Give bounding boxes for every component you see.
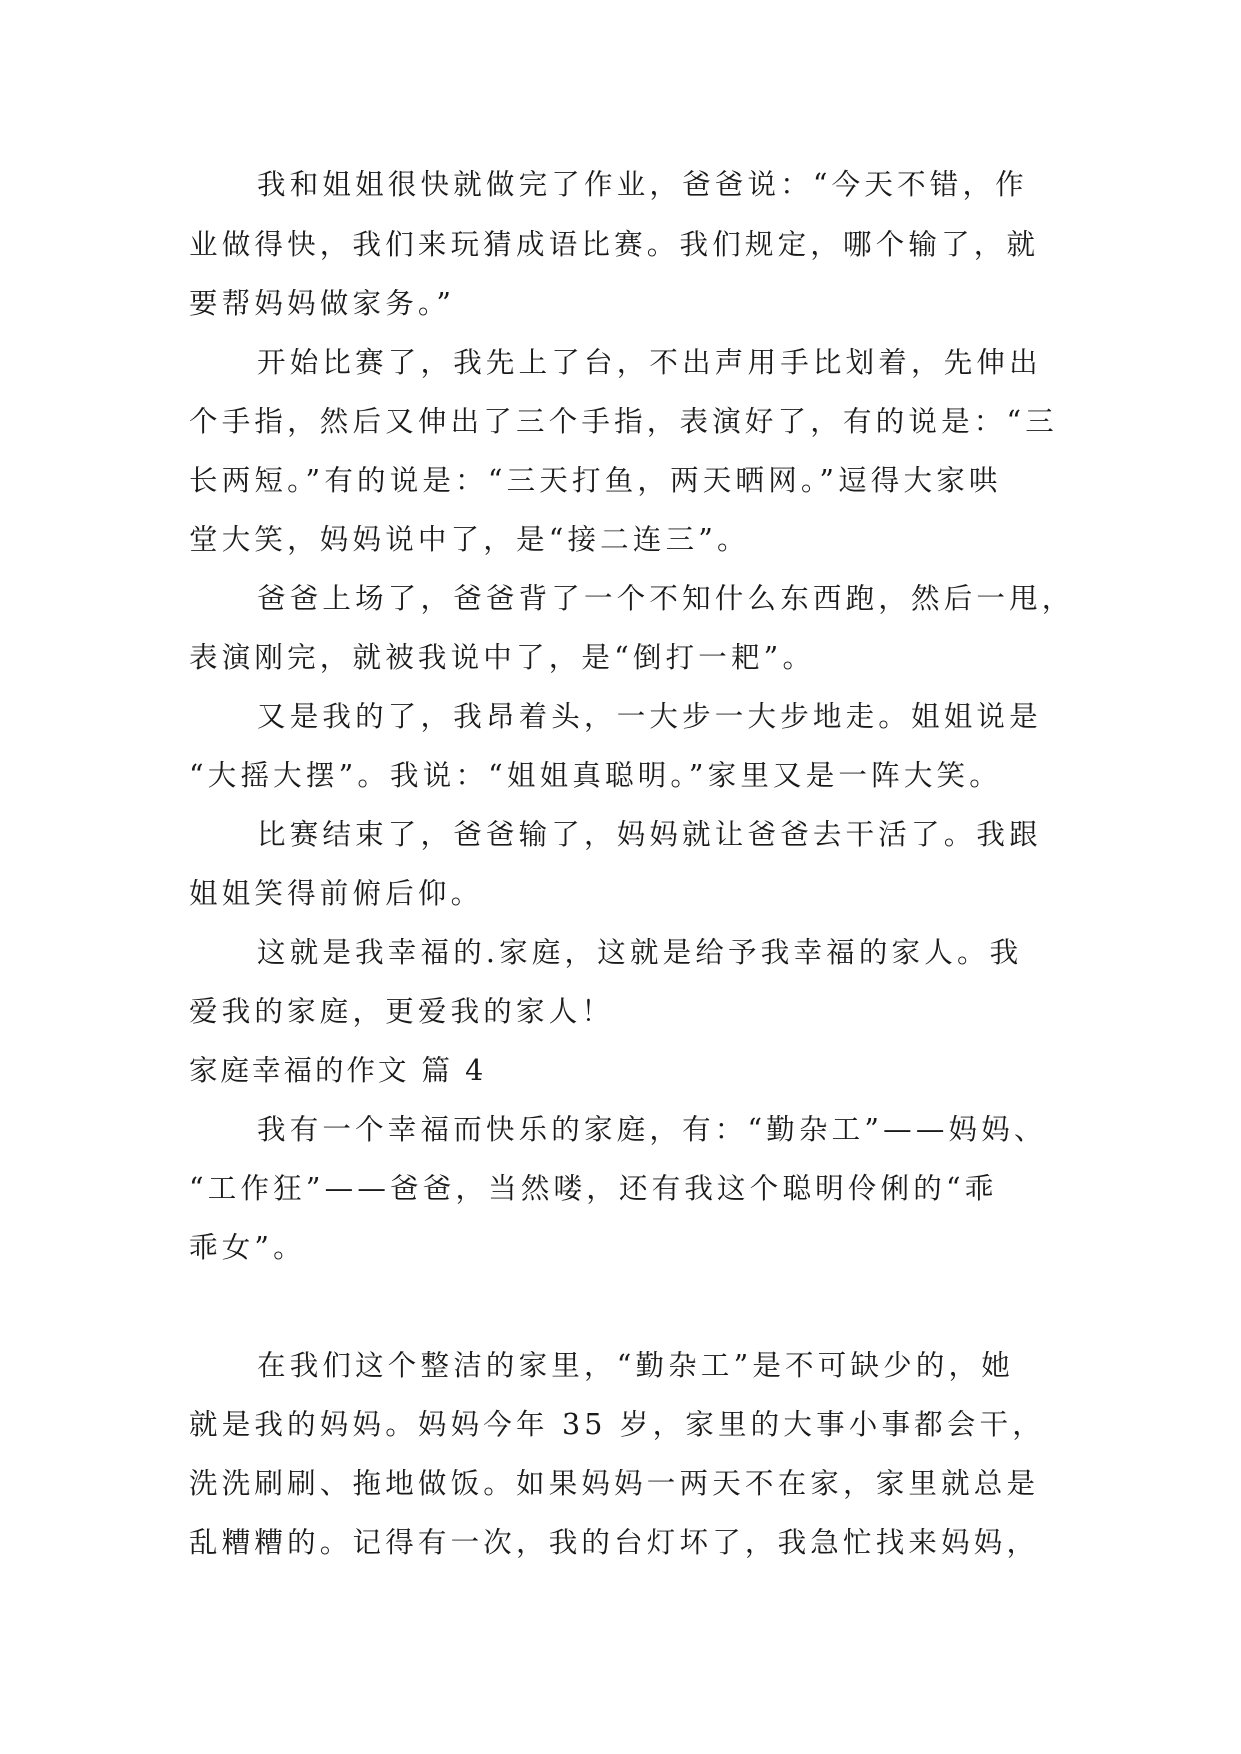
text-line: 洗洗刷刷、拖地做饭。如果妈妈一两天不在家，家里就总是 xyxy=(189,1467,1040,1500)
text-line: 乖女”。 xyxy=(189,1231,306,1264)
text-line: 乱糟糟的。记得有一次，我的台灯坏了，我急忙找来妈妈， xyxy=(189,1526,1040,1559)
text-line: 堂大笑，妈妈说中了，是“接二连三”。 xyxy=(189,523,750,556)
text-line: “工作狂”——爸爸，当然喽，还有我这个聪明伶俐的“乖 xyxy=(189,1172,998,1205)
text-line: 我有一个幸福而快乐的家庭，有：“勤杂工”——妈妈、 xyxy=(257,1113,1047,1146)
text-line: 就是我的妈妈。妈妈今年 35 岁，家里的大事小事都会干， xyxy=(189,1408,1045,1441)
text-line: 表演刚完，就被我说中了，是“倒打一耙”。 xyxy=(189,641,816,674)
text-line: 姐姐笑得前俯后仰。 xyxy=(189,877,484,910)
text-line: 开始比赛了，我先上了台，不出声用手比划着，先伸出 xyxy=(257,346,1042,379)
text-line: 爸爸上场了，爸爸背了一个不知什么东西跑，然后一甩， xyxy=(257,582,1075,615)
text-line: 长两短。”有的说是：“三天打鱼，两天晒网。”逗得大家哄 xyxy=(189,464,1002,497)
text-line: 爱我的家庭，更爱我的家人！ xyxy=(189,995,615,1028)
text-line: 又是我的了，我昂着头，一大步一大步地走。姐姐说是 xyxy=(257,700,1042,733)
text-line: 这就是我幸福的.家庭，这就是给予我幸福的家人。我 xyxy=(257,936,1023,969)
text-line: “大摇大摆”。我说：“姐姐真聪明。”家里又是一阵大笑。 xyxy=(189,759,1002,792)
text-line: 比赛结束了，爸爸输了，妈妈就让爸爸去干活了。我跟 xyxy=(257,818,1042,851)
text-line: 在我们这个整洁的家里，“勤杂工”是不可缺少的，她 xyxy=(257,1349,1014,1382)
section-heading: 家庭幸福的作文 篇 4 xyxy=(189,1054,487,1087)
text-line: 我和姐姐很快就做完了作业，爸爸说：“今天不错，作 xyxy=(257,168,1028,201)
text-line: 业做得快，我们来玩猜成语比赛。我们规定，哪个输了，就 xyxy=(189,228,1040,261)
text-line: 要帮妈妈做家务。” xyxy=(189,287,456,320)
text-line: 个手指，然后又伸出了三个手指，表演好了，有的说是：“三 xyxy=(189,405,1058,438)
